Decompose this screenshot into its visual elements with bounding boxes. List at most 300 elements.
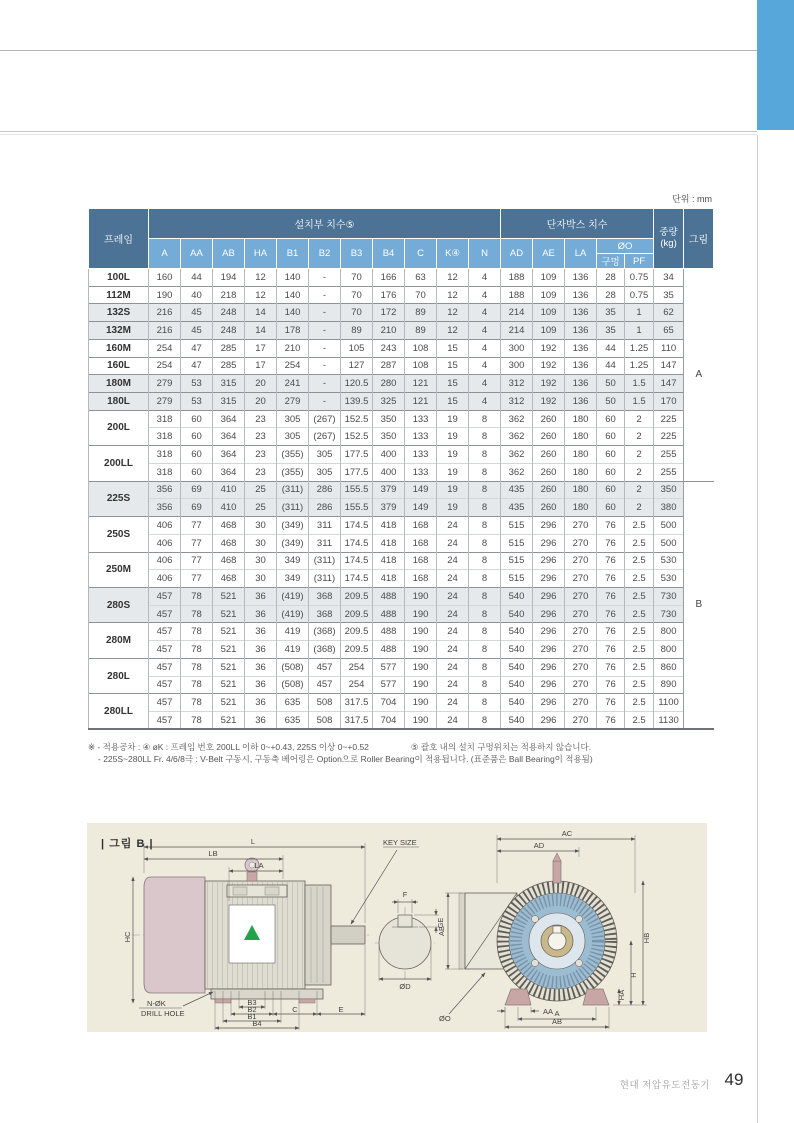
frame-name: 180M bbox=[89, 375, 149, 393]
table-cell: 260 bbox=[533, 499, 565, 517]
table-cell: 8 bbox=[469, 711, 501, 729]
table-cell: 800 bbox=[654, 641, 684, 659]
table-cell: 457 bbox=[149, 711, 181, 729]
table-row bbox=[89, 446, 714, 464]
table-cell: 225 bbox=[654, 410, 684, 428]
table-cell: 109 bbox=[533, 304, 565, 322]
table-cell: 190 bbox=[405, 676, 437, 694]
table-row bbox=[89, 587, 714, 605]
weight-column-header bbox=[654, 209, 684, 269]
table-cell: (311) bbox=[309, 552, 341, 570]
table-cell: 78 bbox=[181, 641, 213, 659]
table-cell: (368) bbox=[309, 641, 341, 659]
table-cell: 30 bbox=[245, 552, 277, 570]
table-cell: 192 bbox=[533, 393, 565, 411]
table-cell: 296 bbox=[533, 552, 565, 570]
table-cell: 406 bbox=[149, 517, 181, 535]
table-cell: 89 bbox=[405, 322, 437, 340]
table-cell: 133 bbox=[405, 410, 437, 428]
table-cell: 296 bbox=[533, 676, 565, 694]
table-row bbox=[89, 641, 714, 659]
table-cell: 515 bbox=[501, 570, 533, 588]
table-cell: 305 bbox=[277, 428, 309, 446]
table-cell: 530 bbox=[654, 552, 684, 570]
table-cell: 190 bbox=[405, 623, 437, 641]
table-cell: 40 bbox=[181, 286, 213, 304]
table-cell: 36 bbox=[245, 694, 277, 712]
table-cell: 311 bbox=[309, 517, 341, 535]
table-cell: 12 bbox=[437, 286, 469, 304]
dim-label-HA: HA bbox=[617, 989, 626, 1001]
table-cell: 136 bbox=[565, 375, 597, 393]
table-cell: 318 bbox=[149, 446, 181, 464]
table-cell: 23 bbox=[245, 446, 277, 464]
table-cell: 1 bbox=[625, 322, 654, 340]
table-cell: 24 bbox=[437, 605, 469, 623]
table-cell: 30 bbox=[245, 517, 277, 535]
column-header-ab: AB bbox=[213, 239, 245, 269]
table-cell: 35 bbox=[597, 322, 625, 340]
header-band-rule-1 bbox=[0, 131, 757, 132]
table-cell: 457 bbox=[149, 676, 181, 694]
table-cell: 468 bbox=[213, 552, 245, 570]
table-cell: 521 bbox=[213, 641, 245, 659]
table-cell: 457 bbox=[149, 658, 181, 676]
frame-name: 200LL bbox=[89, 446, 149, 481]
table-cell: 166 bbox=[373, 269, 405, 287]
shaft-key bbox=[398, 915, 412, 927]
table-cell: 109 bbox=[533, 269, 565, 287]
table-cell: 488 bbox=[373, 641, 405, 659]
table-cell: 286 bbox=[309, 481, 341, 499]
table-cell: 147 bbox=[654, 375, 684, 393]
table-row bbox=[89, 286, 714, 304]
table-cell: 4 bbox=[469, 269, 501, 287]
table-cell: 296 bbox=[533, 587, 565, 605]
table-cell: 36 bbox=[245, 641, 277, 659]
table-cell: 2.5 bbox=[625, 711, 654, 729]
table-cell: 176 bbox=[373, 286, 405, 304]
column-header-hole: 구멍 bbox=[597, 254, 625, 269]
frame-column-header: 프레임 bbox=[89, 209, 149, 269]
column-header-b3: B3 bbox=[341, 239, 373, 269]
footnote-1b: ⑤ 괄호 내의 설치 구멍위치는 적용하지 않습니다. bbox=[410, 742, 592, 752]
table-cell: 63 bbox=[405, 269, 437, 287]
motor-drawing bbox=[87, 823, 707, 1032]
table-cell: 24 bbox=[437, 517, 469, 535]
dim-label-AE: AE bbox=[437, 925, 446, 937]
column-header-ha: HA bbox=[245, 239, 277, 269]
table-cell: 350 bbox=[373, 410, 405, 428]
table-cell: 218 bbox=[213, 286, 245, 304]
dim-label-OD: ØD bbox=[399, 982, 411, 991]
table-cell: 635 bbox=[277, 694, 309, 712]
table-cell: 77 bbox=[181, 570, 213, 588]
table-cell: 192 bbox=[533, 339, 565, 357]
table-cell: 270 bbox=[565, 605, 597, 623]
table-cell: 2 bbox=[625, 481, 654, 499]
header-subrow bbox=[89, 239, 714, 254]
table-cell: 136 bbox=[565, 304, 597, 322]
table-cell: 2.5 bbox=[625, 534, 654, 552]
table-cell: 508 bbox=[309, 711, 341, 729]
table-cell: 270 bbox=[565, 694, 597, 712]
table-cell: 180 bbox=[565, 499, 597, 517]
table-cell: 216 bbox=[149, 304, 181, 322]
table-cell: 2 bbox=[625, 463, 654, 481]
dim-label-AC: AC bbox=[561, 829, 573, 838]
table-cell: 468 bbox=[213, 534, 245, 552]
table-cell: 44 bbox=[597, 339, 625, 357]
table-cell: 30 bbox=[245, 570, 277, 588]
table-cell: 270 bbox=[565, 641, 597, 659]
table-cell: 380 bbox=[654, 499, 684, 517]
unit-label: 단위 : mm bbox=[672, 194, 712, 204]
table-cell: 36 bbox=[245, 711, 277, 729]
frame-name: 280L bbox=[89, 658, 149, 693]
table-cell: 435 bbox=[501, 499, 533, 517]
table-cell: 60 bbox=[597, 481, 625, 499]
table-cell: (349) bbox=[277, 517, 309, 535]
dim-label-n-ok: N-ØK bbox=[147, 999, 166, 1008]
table-cell: 174.5 bbox=[341, 517, 373, 535]
column-header-c: C bbox=[405, 239, 437, 269]
table-cell: 540 bbox=[501, 694, 533, 712]
table-row bbox=[89, 375, 714, 393]
table-cell: 23 bbox=[245, 410, 277, 428]
footnotes bbox=[88, 741, 728, 766]
table-cell: 254 bbox=[277, 357, 309, 375]
table-cell: 364 bbox=[213, 410, 245, 428]
table-cell: 317.5 bbox=[341, 711, 373, 729]
column-header-pf: PF bbox=[625, 254, 654, 269]
table-cell: 2.5 bbox=[625, 552, 654, 570]
table-cell: 400 bbox=[373, 446, 405, 464]
table-cell: 318 bbox=[149, 410, 181, 428]
table-cell: 521 bbox=[213, 711, 245, 729]
column-header-a: A bbox=[149, 239, 181, 269]
table-cell: 418 bbox=[373, 534, 405, 552]
table-cell: 730 bbox=[654, 587, 684, 605]
table-cell: 515 bbox=[501, 552, 533, 570]
table-cell: 418 bbox=[373, 517, 405, 535]
table-cell: 190 bbox=[149, 286, 181, 304]
frame-name: 250S bbox=[89, 517, 149, 552]
table-cell: 110 bbox=[654, 339, 684, 357]
table-cell: 521 bbox=[213, 623, 245, 641]
dim-label-LB: LB bbox=[208, 849, 218, 858]
table-cell: 78 bbox=[181, 605, 213, 623]
table-cell: 500 bbox=[654, 534, 684, 552]
dim-label-OO: ØO bbox=[439, 1014, 451, 1023]
table-cell: 76 bbox=[597, 570, 625, 588]
table-cell: 410 bbox=[213, 499, 245, 517]
table-cell: 65 bbox=[654, 322, 684, 340]
table-cell: 540 bbox=[501, 641, 533, 659]
table-cell: 136 bbox=[565, 357, 597, 375]
table-cell: 8 bbox=[469, 410, 501, 428]
table-cell: 279 bbox=[277, 393, 309, 411]
table-cell: 78 bbox=[181, 623, 213, 641]
table-cell: 368 bbox=[309, 605, 341, 623]
table-cell: 133 bbox=[405, 428, 437, 446]
table-cell: 296 bbox=[533, 605, 565, 623]
table-cell: 60 bbox=[597, 499, 625, 517]
table-cell: 149 bbox=[405, 499, 437, 517]
table-cell: 70 bbox=[405, 286, 437, 304]
table-cell: 349 bbox=[277, 552, 309, 570]
table-cell: 362 bbox=[501, 463, 533, 481]
dim-label-AA: AA bbox=[543, 1007, 554, 1016]
table-cell: 78 bbox=[181, 676, 213, 694]
table-cell: 17 bbox=[245, 357, 277, 375]
table-cell: 4 bbox=[469, 357, 501, 375]
table-cell: 435 bbox=[501, 481, 533, 499]
table-cell: 19 bbox=[437, 410, 469, 428]
table-cell: 78 bbox=[181, 587, 213, 605]
table-cell: 296 bbox=[533, 711, 565, 729]
table-cell: 121 bbox=[405, 375, 437, 393]
table-cell: 577 bbox=[373, 658, 405, 676]
table-cell: 296 bbox=[533, 570, 565, 588]
table-cell: 860 bbox=[654, 658, 684, 676]
table-cell: 168 bbox=[405, 517, 437, 535]
table-cell: 170 bbox=[654, 393, 684, 411]
table-cell: 225 bbox=[654, 428, 684, 446]
table-cell: 36 bbox=[245, 676, 277, 694]
table-cell: 8 bbox=[469, 446, 501, 464]
table-cell: (508) bbox=[277, 658, 309, 676]
table-row bbox=[89, 694, 714, 712]
dim-label-F: F bbox=[402, 890, 408, 899]
table-cell: 2.5 bbox=[625, 570, 654, 588]
table-cell: 406 bbox=[149, 552, 181, 570]
table-cell: 362 bbox=[501, 410, 533, 428]
frame-name: 180L bbox=[89, 393, 149, 411]
table-cell: 1100 bbox=[654, 694, 684, 712]
table-cell: 160 bbox=[149, 269, 181, 287]
table-cell: 8 bbox=[469, 694, 501, 712]
table-cell: 4 bbox=[469, 322, 501, 340]
table-cell: 457 bbox=[149, 694, 181, 712]
table-cell: 105 bbox=[341, 339, 373, 357]
table-cell: 500 bbox=[654, 517, 684, 535]
shaft-end-view bbox=[375, 890, 445, 991]
frame-name: 225S bbox=[89, 481, 149, 516]
table-cell: 14 bbox=[245, 304, 277, 322]
table-cell: 379 bbox=[373, 499, 405, 517]
table-cell: 24 bbox=[437, 641, 469, 659]
table-cell: 140 bbox=[277, 304, 309, 322]
table-cell: 325 bbox=[373, 393, 405, 411]
table-cell: 2.5 bbox=[625, 517, 654, 535]
table-row bbox=[89, 393, 714, 411]
table-cell: 400 bbox=[373, 463, 405, 481]
table-cell: 209.5 bbox=[341, 605, 373, 623]
table-cell: 147 bbox=[654, 357, 684, 375]
table-row bbox=[89, 517, 714, 535]
table-row bbox=[89, 499, 714, 517]
table-cell: 24 bbox=[437, 658, 469, 676]
column-header-b2: B2 bbox=[309, 239, 341, 269]
table-cell: 78 bbox=[181, 694, 213, 712]
table-cell: 192 bbox=[533, 375, 565, 393]
fan-cover bbox=[144, 877, 205, 993]
table-cell: 406 bbox=[149, 534, 181, 552]
table-cell: 152.5 bbox=[341, 410, 373, 428]
table-cell: 260 bbox=[533, 428, 565, 446]
table-cell: 47 bbox=[181, 357, 213, 375]
table-cell: 0.75 bbox=[625, 269, 654, 287]
footnote-line-2: - 225S~280LL Fr. 4/6/8극 : V-Belt 구동시, 구동축 베어링은 Option으로 Roller Bearing이 적용됩니다. (표준품은 Ball Bearing이 적용됨) bbox=[98, 754, 593, 765]
table-cell: 76 bbox=[597, 552, 625, 570]
table-cell: 254 bbox=[341, 658, 373, 676]
table-cell: 2 bbox=[625, 428, 654, 446]
table-cell: 2 bbox=[625, 499, 654, 517]
table-cell: 133 bbox=[405, 463, 437, 481]
table-cell: 260 bbox=[533, 481, 565, 499]
table-cell: 50 bbox=[597, 393, 625, 411]
table-cell: 0.75 bbox=[625, 286, 654, 304]
table-cell: 168 bbox=[405, 552, 437, 570]
table-cell: 214 bbox=[501, 322, 533, 340]
table-cell: 457 bbox=[309, 658, 341, 676]
table-cell: 305 bbox=[309, 446, 341, 464]
table-cell: 19 bbox=[437, 446, 469, 464]
table-cell: 15 bbox=[437, 393, 469, 411]
table-cell: 8 bbox=[469, 499, 501, 517]
frame-name: 112M bbox=[89, 286, 149, 304]
table-cell: 28 bbox=[597, 269, 625, 287]
table-cell: (355) bbox=[277, 463, 309, 481]
table-cell: 315 bbox=[213, 375, 245, 393]
frame-name: 132M bbox=[89, 322, 149, 340]
table-cell: (349) bbox=[277, 534, 309, 552]
table-cell: 77 bbox=[181, 517, 213, 535]
table-cell: 364 bbox=[213, 446, 245, 464]
table-cell: 70 bbox=[341, 269, 373, 287]
dim-label-C: C bbox=[292, 1005, 298, 1014]
table-cell: 209.5 bbox=[341, 623, 373, 641]
motor-front-view bbox=[437, 829, 651, 1029]
table-cell: 36 bbox=[245, 658, 277, 676]
corner-accent-block bbox=[757, 0, 794, 130]
weight-unit: (kg) bbox=[660, 237, 677, 249]
table-cell: 350 bbox=[654, 481, 684, 499]
table-cell: 60 bbox=[597, 428, 625, 446]
column-header-b4: B4 bbox=[373, 239, 405, 269]
table-cell: 540 bbox=[501, 658, 533, 676]
table-cell: 410 bbox=[213, 481, 245, 499]
table-cell: 457 bbox=[149, 623, 181, 641]
table-cell: 12 bbox=[437, 322, 469, 340]
table-cell: 77 bbox=[181, 534, 213, 552]
table-row bbox=[89, 711, 714, 729]
table-cell: 19 bbox=[437, 481, 469, 499]
table-cell: (311) bbox=[277, 481, 309, 499]
table-cell: 108 bbox=[405, 339, 437, 357]
table-row bbox=[89, 428, 714, 446]
table-cell: 540 bbox=[501, 587, 533, 605]
table-row bbox=[89, 534, 714, 552]
table-cell: 89 bbox=[405, 304, 437, 322]
table-cell: 4 bbox=[469, 393, 501, 411]
dim-label-LA: LA bbox=[254, 861, 264, 870]
table-cell: 78 bbox=[181, 658, 213, 676]
table-cell: 1 bbox=[625, 304, 654, 322]
table-cell: 178 bbox=[277, 322, 309, 340]
table-cell: 468 bbox=[213, 570, 245, 588]
table-cell: 243 bbox=[373, 339, 405, 357]
table-cell: 20 bbox=[245, 375, 277, 393]
table-cell: 457 bbox=[149, 605, 181, 623]
table-cell: 1.25 bbox=[625, 357, 654, 375]
dimension-table bbox=[88, 208, 714, 730]
table-cell: 12 bbox=[245, 269, 277, 287]
table-cell: 488 bbox=[373, 587, 405, 605]
table-cell: 50 bbox=[597, 375, 625, 393]
table-cell: (311) bbox=[277, 499, 309, 517]
table-cell: 174.5 bbox=[341, 534, 373, 552]
table-cell: 2.5 bbox=[625, 658, 654, 676]
figure-b-panel bbox=[87, 823, 707, 1032]
table-cell: 8 bbox=[469, 534, 501, 552]
table-cell: 77 bbox=[181, 552, 213, 570]
table-cell: 190 bbox=[405, 658, 437, 676]
table-cell: 36 bbox=[245, 605, 277, 623]
table-cell: 69 bbox=[181, 481, 213, 499]
table-row bbox=[89, 623, 714, 641]
table-cell: (355) bbox=[277, 446, 309, 464]
table-cell: 270 bbox=[565, 658, 597, 676]
table-cell: 60 bbox=[597, 463, 625, 481]
table-cell: 515 bbox=[501, 534, 533, 552]
table-cell: 317.5 bbox=[341, 694, 373, 712]
table-cell: 285 bbox=[213, 339, 245, 357]
table-cell: 24 bbox=[437, 570, 469, 588]
install-group-header: 설치부 치수⑤ bbox=[149, 209, 501, 239]
table-cell: 70 bbox=[341, 304, 373, 322]
footer-doc-title: 현대 저압유도전동기 bbox=[619, 1080, 710, 1091]
table-cell: 2.5 bbox=[625, 605, 654, 623]
table-cell: 260 bbox=[533, 410, 565, 428]
table-cell: 36 bbox=[245, 587, 277, 605]
table-cell: 174.5 bbox=[341, 570, 373, 588]
table-row bbox=[89, 463, 714, 481]
table-cell: 362 bbox=[501, 446, 533, 464]
table-cell: 25 bbox=[245, 499, 277, 517]
table-cell: 260 bbox=[533, 463, 565, 481]
dim-label-B4: B4 bbox=[252, 1019, 262, 1028]
table-cell: 210 bbox=[277, 339, 309, 357]
table-cell: 24 bbox=[437, 694, 469, 712]
table-row bbox=[89, 570, 714, 588]
table-row bbox=[89, 322, 714, 340]
table-cell: 296 bbox=[533, 517, 565, 535]
table-cell: 12 bbox=[437, 269, 469, 287]
table-cell: 60 bbox=[181, 410, 213, 428]
table-cell: 14 bbox=[245, 322, 277, 340]
table-cell: 270 bbox=[565, 711, 597, 729]
dim-label-B2: B2 bbox=[247, 1005, 257, 1014]
table-cell: 12 bbox=[245, 286, 277, 304]
table-cell: 47 bbox=[181, 339, 213, 357]
table-row bbox=[89, 269, 714, 287]
table-cell: - bbox=[309, 339, 341, 357]
table-cell: 4 bbox=[469, 375, 501, 393]
table-cell: 312 bbox=[501, 375, 533, 393]
frame-name: 160L bbox=[89, 357, 149, 375]
